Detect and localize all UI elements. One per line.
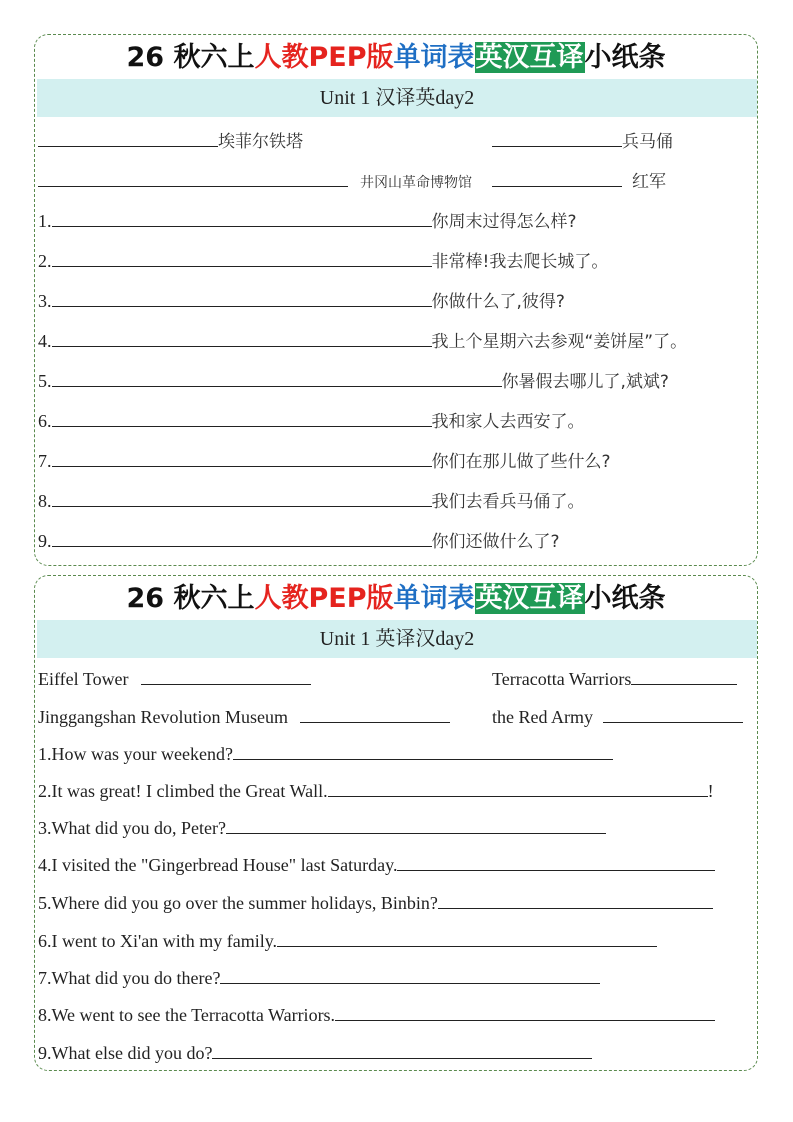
answer-blank[interactable] xyxy=(277,930,657,947)
answer-blank[interactable] xyxy=(52,530,432,547)
sentence-row: 9. 你们还做什么了? xyxy=(38,531,560,552)
sentence-row: 1.How was your weekend? xyxy=(38,741,613,767)
card-title: 26 秋六上人教PEP版单词表英汉互译小纸条 xyxy=(126,42,666,73)
sentence-row: 9.What else did you do? xyxy=(38,1040,592,1066)
answer-blank[interactable] xyxy=(52,290,432,307)
card-title: 26 秋六上人教PEP版单词表英汉互译小纸条 xyxy=(126,583,666,614)
answer-blank[interactable] xyxy=(141,668,311,685)
sentence-row: 8.We went to see the Terracotta Warriors. xyxy=(38,1002,715,1028)
vocab-row xyxy=(38,666,311,692)
vocab-row xyxy=(492,666,737,692)
vocab-row xyxy=(38,168,472,196)
answer-blank[interactable] xyxy=(631,668,737,685)
answer-blank[interactable] xyxy=(335,1004,715,1021)
vocab-prompt: Jinggangshan Revolution Museum xyxy=(38,707,288,727)
answer-blank[interactable] xyxy=(52,490,432,507)
vocab-prompt: Terracotta Warriors xyxy=(492,669,632,689)
vocab-row xyxy=(38,704,450,730)
vocab-row xyxy=(492,128,673,155)
vocab-prompt: the Red Army xyxy=(492,707,593,727)
answer-blank[interactable] xyxy=(438,892,713,909)
answer-blank[interactable] xyxy=(38,130,218,147)
answer-blank[interactable] xyxy=(603,706,743,723)
sentence-row: 5. 你暑假去哪儿了,斌斌? xyxy=(38,371,669,392)
sentence-row: 3. 你做什么了,彼得? xyxy=(38,291,565,312)
answer-blank[interactable] xyxy=(52,250,432,267)
sentence-row: 5.Where did you go over the summer holidays, Binbin? xyxy=(38,890,713,916)
unit-band: Unit 1 汉译英day2 xyxy=(37,79,757,117)
sentence-row: 7.What did you do there? xyxy=(38,965,600,991)
vocab-row xyxy=(38,128,303,155)
sentence-row: 6.I went to Xi'an with my family. xyxy=(38,928,657,954)
sentence-row: 4.I visited the "Gingerbread House" last Saturday. xyxy=(38,852,715,878)
answer-blank[interactable] xyxy=(52,210,432,227)
vocab-row xyxy=(492,704,743,730)
answer-blank[interactable] xyxy=(233,743,613,760)
sentence-row: 8. 我们去看兵马俑了。 xyxy=(38,491,585,512)
answer-blank[interactable] xyxy=(52,450,432,467)
vocab-row xyxy=(492,168,666,195)
answer-blank[interactable] xyxy=(52,410,432,427)
sentence-row: 4. 我上个星期六去参观“姜饼屋”了。 xyxy=(38,331,688,352)
answer-blank[interactable] xyxy=(328,780,708,797)
vocab-prompt: Eiffel Tower xyxy=(38,669,129,689)
answer-blank[interactable] xyxy=(492,170,622,187)
vocab-prompt: 井冈山革命博物馆 xyxy=(360,175,472,191)
vocab-prompt: 埃菲尔铁塔 xyxy=(218,132,303,152)
answer-blank[interactable] xyxy=(52,370,502,387)
answer-blank[interactable] xyxy=(212,1042,592,1059)
sentence-row: 6. 我和家人去西安了。 xyxy=(38,411,585,432)
vocab-prompt: 兵马俑 xyxy=(622,132,673,152)
sentence-row: 7. 你们在那儿做了些什么? xyxy=(38,451,611,472)
answer-blank[interactable] xyxy=(52,330,432,347)
answer-blank[interactable] xyxy=(397,854,715,871)
answer-blank[interactable] xyxy=(220,967,600,984)
answer-blank[interactable] xyxy=(300,706,450,723)
sentence-row: 2.It was great! I climbed the Great Wall. ! xyxy=(38,781,714,801)
answer-blank[interactable] xyxy=(226,817,606,834)
sentence-row: 2. 非常棒!我去爬长城了。 xyxy=(38,251,609,272)
vocab-prompt: 红军 xyxy=(632,172,666,192)
unit-band: Unit 1 英译汉day2 xyxy=(37,620,757,658)
sentence-row: 3.What did you do, Peter? xyxy=(38,815,606,841)
answer-blank[interactable] xyxy=(38,170,348,187)
answer-blank[interactable] xyxy=(492,130,622,147)
sentence-row: 1. 你周末过得怎么样? xyxy=(38,211,577,232)
